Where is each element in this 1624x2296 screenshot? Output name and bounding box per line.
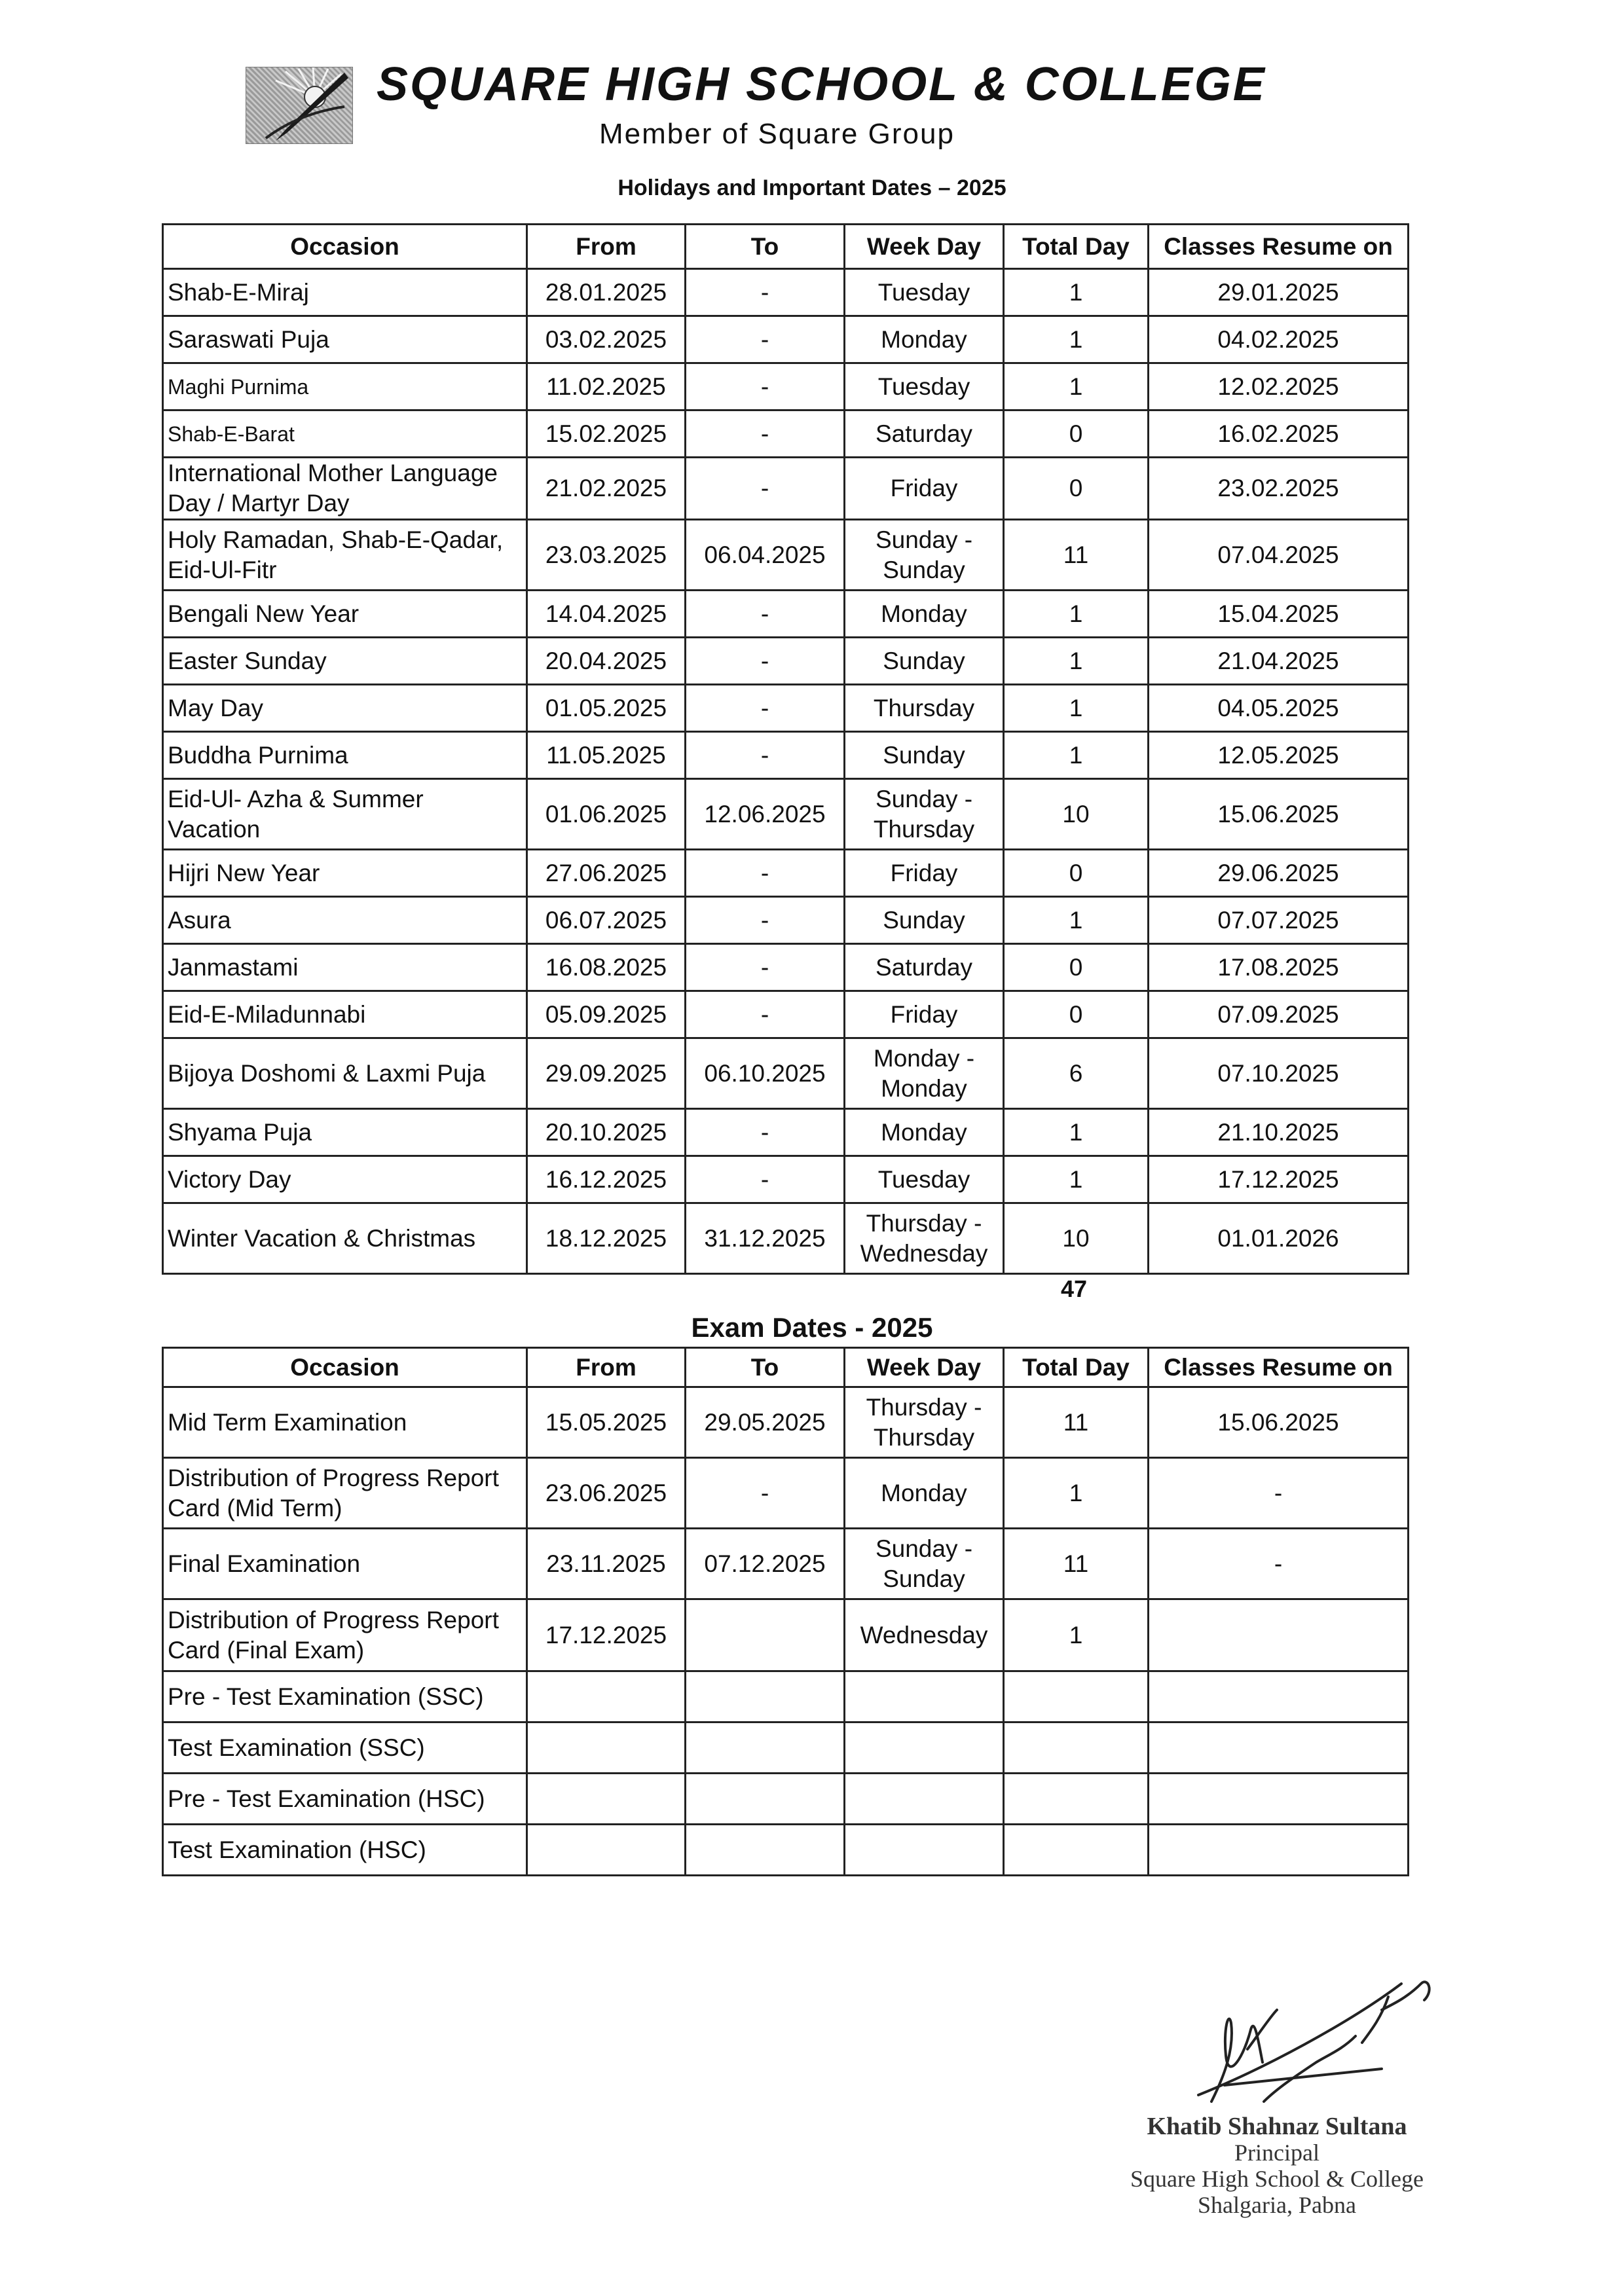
table-row [163, 1109, 1409, 1156]
table-row [163, 591, 1409, 638]
holidays-title: Holidays and Important Dates – 2025 [618, 175, 1006, 200]
weekday-cell: Thursday - Wednesday [845, 1203, 1004, 1274]
weekday-cell: Sunday - Sunday [845, 520, 1004, 591]
resume-cell: 17.08.2025 [1149, 944, 1409, 991]
resume-cell: 17.12.2025 [1149, 1156, 1409, 1203]
total-day-cell: 1 [1004, 1599, 1149, 1671]
occasion-cell: Victory Day [163, 1156, 527, 1203]
from-cell: 29.09.2025 [527, 1038, 686, 1109]
from-cell: 27.06.2025 [527, 850, 686, 897]
weekday-cell: Tuesday [845, 269, 1004, 316]
column-header-total-day: Total Day [1004, 1348, 1149, 1387]
to-cell: - [686, 732, 845, 779]
table-header-row [163, 225, 1409, 269]
occasion-cell: Easter Sunday [163, 638, 527, 685]
total-day-cell [1004, 1774, 1149, 1825]
principal-location: Shalgaria, Pabna [1198, 2192, 1356, 2218]
to-cell: 12.06.2025 [686, 779, 845, 850]
occasion-cell: Mid Term Examination [163, 1387, 527, 1458]
weekday-cell: Monday - Monday [845, 1038, 1004, 1109]
to-cell: - [686, 316, 845, 363]
occasion-cell: Bijoya Doshomi & Laxmi Puja [163, 1038, 527, 1109]
weekday-cell: Sunday - Sunday [845, 1529, 1004, 1599]
to-cell: - [686, 1156, 845, 1203]
resume-cell: 12.02.2025 [1149, 363, 1409, 410]
to-cell: - [686, 1109, 845, 1156]
to-cell: - [686, 850, 845, 897]
from-cell: 06.07.2025 [527, 897, 686, 944]
resume-cell [1149, 1671, 1409, 1722]
occasion-cell: Test Examination (SSC) [163, 1722, 527, 1774]
column-header-to: To [686, 225, 845, 269]
total-day-cell: 1 [1004, 269, 1149, 316]
weekday-cell: Monday [845, 316, 1004, 363]
total-day-cell: 1 [1004, 638, 1149, 685]
to-cell: - [686, 363, 845, 410]
weekday-cell [845, 1671, 1004, 1722]
resume-cell: - [1149, 1458, 1409, 1529]
resume-cell: 01.01.2026 [1149, 1203, 1409, 1274]
from-cell [527, 1722, 686, 1774]
from-cell: 23.11.2025 [527, 1529, 686, 1599]
weekday-cell: Friday [845, 991, 1004, 1038]
column-header-classes-resume: Classes Resume on [1149, 225, 1409, 269]
school-logo [246, 67, 353, 144]
from-cell: 05.09.2025 [527, 991, 686, 1038]
total-day-cell [1004, 1722, 1149, 1774]
occasion-cell: Hijri New Year [163, 850, 527, 897]
occasion-cell: May Day [163, 685, 527, 732]
from-cell: 16.12.2025 [527, 1156, 686, 1203]
to-cell: 07.12.2025 [686, 1529, 845, 1599]
to-cell [686, 1825, 845, 1876]
occasion-cell: Janmastami [163, 944, 527, 991]
total-day-cell: 1 [1004, 591, 1149, 638]
from-cell: 11.02.2025 [527, 363, 686, 410]
occasion-cell: Eid-E-Miladunnabi [163, 991, 527, 1038]
from-cell: 01.05.2025 [527, 685, 686, 732]
occasion-cell: International Mother Language Day / Martyr Day [163, 458, 527, 520]
weekday-cell: Saturday [845, 944, 1004, 991]
total-day-cell: 0 [1004, 944, 1149, 991]
resume-cell: 21.10.2025 [1149, 1109, 1409, 1156]
occasion-cell: Pre - Test Examination (HSC) [163, 1774, 527, 1825]
member-line: Member of Square Group [599, 118, 955, 150]
to-cell: - [686, 991, 845, 1038]
occasion-cell: Shab-E-Miraj [163, 269, 527, 316]
pen-nib-icon [246, 67, 352, 143]
resume-cell [1149, 1722, 1409, 1774]
from-cell: 01.06.2025 [527, 779, 686, 850]
occasion-cell: Distribution of Progress Report Card (Final Exam) [163, 1599, 527, 1671]
total-day-cell [1004, 1671, 1149, 1722]
total-day-cell: 0 [1004, 991, 1149, 1038]
table-header-row [163, 1348, 1409, 1387]
total-day-cell: 1 [1004, 1156, 1149, 1203]
from-cell: 20.04.2025 [527, 638, 686, 685]
resume-cell: 07.10.2025 [1149, 1038, 1409, 1109]
holidays-table [162, 223, 1409, 1275]
table-row [163, 850, 1409, 897]
table-row [163, 991, 1409, 1038]
to-cell: - [686, 944, 845, 991]
resume-cell: 04.05.2025 [1149, 685, 1409, 732]
from-cell: 28.01.2025 [527, 269, 686, 316]
column-header-occasion: Occasion [163, 1348, 527, 1387]
from-cell [527, 1671, 686, 1722]
from-cell: 17.12.2025 [527, 1599, 686, 1671]
weekday-cell: Thursday - Thursday [845, 1387, 1004, 1458]
table-row [163, 779, 1409, 850]
table-row [163, 1387, 1409, 1458]
occasion-cell: Final Examination [163, 1529, 527, 1599]
resume-cell: 29.01.2025 [1149, 269, 1409, 316]
weekday-cell: Wednesday [845, 1599, 1004, 1671]
table-row [163, 1038, 1409, 1109]
weekday-cell: Thursday [845, 685, 1004, 732]
table-row [163, 1458, 1409, 1529]
weekday-cell [845, 1722, 1004, 1774]
table-row [163, 269, 1409, 316]
resume-cell: 12.05.2025 [1149, 732, 1409, 779]
column-header-occasion: Occasion [163, 225, 527, 269]
exam-dates-table [162, 1347, 1409, 1876]
occasion-cell: Pre - Test Examination (SSC) [163, 1671, 527, 1722]
resume-cell: 15.04.2025 [1149, 591, 1409, 638]
from-cell: 11.05.2025 [527, 732, 686, 779]
to-cell: - [686, 458, 845, 520]
column-header-weekday: Week Day [845, 1348, 1004, 1387]
table-row [163, 410, 1409, 458]
resume-cell [1149, 1825, 1409, 1876]
to-cell: 06.10.2025 [686, 1038, 845, 1109]
table-row [163, 520, 1409, 591]
table-row [163, 897, 1409, 944]
weekday-cell: Sunday [845, 638, 1004, 685]
column-header-from: From [527, 225, 686, 269]
from-cell: 23.03.2025 [527, 520, 686, 591]
from-cell [527, 1825, 686, 1876]
column-header-weekday: Week Day [845, 225, 1004, 269]
occasion-cell: Shab-E-Barat [163, 410, 527, 458]
weekday-cell: Tuesday [845, 1156, 1004, 1203]
total-day-cell: 11 [1004, 520, 1149, 591]
to-cell [686, 1722, 845, 1774]
from-cell [527, 1774, 686, 1825]
total-day-cell: 1 [1004, 316, 1149, 363]
table-row [163, 1203, 1409, 1274]
resume-cell: 07.04.2025 [1149, 520, 1409, 591]
total-day-cell: 10 [1004, 1203, 1149, 1274]
to-cell [686, 1599, 845, 1671]
to-cell [686, 1671, 845, 1722]
principal-signature-block [1074, 2113, 1480, 2218]
total-day-cell: 1 [1004, 897, 1149, 944]
from-cell: 03.02.2025 [527, 316, 686, 363]
weekday-cell: Sunday [845, 732, 1004, 779]
resume-cell: 23.02.2025 [1149, 458, 1409, 520]
from-cell: 14.04.2025 [527, 591, 686, 638]
from-cell: 15.05.2025 [527, 1387, 686, 1458]
table-row [163, 638, 1409, 685]
table-row [163, 1825, 1409, 1876]
column-header-to: To [686, 1348, 845, 1387]
column-header-from: From [527, 1348, 686, 1387]
from-cell: 16.08.2025 [527, 944, 686, 991]
table-row [163, 685, 1409, 732]
resume-cell: 07.07.2025 [1149, 897, 1409, 944]
from-cell: 20.10.2025 [527, 1109, 686, 1156]
weekday-cell: Friday [845, 458, 1004, 520]
table-row [163, 944, 1409, 991]
occasion-cell: Bengali New Year [163, 591, 527, 638]
resume-cell: - [1149, 1529, 1409, 1599]
to-cell: - [686, 685, 845, 732]
occasion-cell: Shyama Puja [163, 1109, 527, 1156]
resume-cell: 16.02.2025 [1149, 410, 1409, 458]
table-row [163, 1529, 1409, 1599]
resume-cell [1149, 1774, 1409, 1825]
school-name: SQUARE HIGH SCHOOL & COLLEGE [377, 58, 1266, 111]
resume-cell: 15.06.2025 [1149, 1387, 1409, 1458]
weekday-cell [845, 1825, 1004, 1876]
total-day-cell: 1 [1004, 1458, 1149, 1529]
to-cell: - [686, 591, 845, 638]
resume-cell [1149, 1599, 1409, 1671]
to-cell: 06.04.2025 [686, 520, 845, 591]
total-day-cell: 1 [1004, 732, 1149, 779]
weekday-cell: Friday [845, 850, 1004, 897]
from-cell: 15.02.2025 [527, 410, 686, 458]
from-cell: 21.02.2025 [527, 458, 686, 520]
total-day-cell [1004, 1825, 1149, 1876]
weekday-cell [845, 1774, 1004, 1825]
occasion-cell: Eid-Ul- Azha & Summer Vacation [163, 779, 527, 850]
resume-cell: 04.02.2025 [1149, 316, 1409, 363]
table-row [163, 1722, 1409, 1774]
to-cell: 29.05.2025 [686, 1387, 845, 1458]
handwritten-signature [1185, 1971, 1460, 2121]
resume-cell: 07.09.2025 [1149, 991, 1409, 1038]
total-day-cell: 6 [1004, 1038, 1149, 1109]
occasion-cell: Winter Vacation & Christmas [163, 1203, 527, 1274]
column-header-total-day: Total Day [1004, 225, 1149, 269]
resume-cell: 15.06.2025 [1149, 779, 1409, 850]
from-cell: 23.06.2025 [527, 1458, 686, 1529]
weekday-cell: Monday [845, 1458, 1004, 1529]
to-cell: - [686, 1458, 845, 1529]
total-day-cell: 0 [1004, 850, 1149, 897]
exam-dates-title: Exam Dates - 2025 [691, 1312, 933, 1343]
principal-name: Khatib Shahnaz Sultana [1147, 2113, 1407, 2140]
table-row [163, 1156, 1409, 1203]
total-holidays-sum: 47 [1060, 1275, 1088, 1302]
principal-institution: Square High School & College [1130, 2166, 1424, 2192]
weekday-cell: Monday [845, 1109, 1004, 1156]
total-day-cell: 1 [1004, 1109, 1149, 1156]
to-cell: - [686, 638, 845, 685]
total-day-cell: 0 [1004, 410, 1149, 458]
total-day-cell: 11 [1004, 1387, 1149, 1458]
to-cell: - [686, 269, 845, 316]
weekday-cell: Sunday - Thursday [845, 779, 1004, 850]
table-row [163, 316, 1409, 363]
occasion-cell: Asura [163, 897, 527, 944]
document-header [246, 58, 1392, 156]
occasion-cell: Maghi Purnima [163, 363, 527, 410]
occasion-cell: Test Examination (HSC) [163, 1825, 527, 1876]
to-cell [686, 1774, 845, 1825]
resume-cell: 21.04.2025 [1149, 638, 1409, 685]
table-row [163, 1671, 1409, 1722]
weekday-cell: Tuesday [845, 363, 1004, 410]
table-row [163, 732, 1409, 779]
to-cell: - [686, 410, 845, 458]
from-cell: 18.12.2025 [527, 1203, 686, 1274]
table-row [163, 363, 1409, 410]
total-day-cell: 11 [1004, 1529, 1149, 1599]
resume-cell: 29.06.2025 [1149, 850, 1409, 897]
occasion-cell: Holy Ramadan, Shab-E-Qadar, Eid-Ul-Fitr [163, 520, 527, 591]
to-cell: - [686, 897, 845, 944]
to-cell: 31.12.2025 [686, 1203, 845, 1274]
weekday-cell: Monday [845, 591, 1004, 638]
weekday-cell: Sunday [845, 897, 1004, 944]
column-header-classes-resume: Classes Resume on [1149, 1348, 1409, 1387]
occasion-cell: Saraswati Puja [163, 316, 527, 363]
table-row [163, 458, 1409, 520]
total-day-cell: 1 [1004, 363, 1149, 410]
weekday-cell: Saturday [845, 410, 1004, 458]
total-day-cell: 0 [1004, 458, 1149, 520]
table-row [163, 1774, 1409, 1825]
principal-title: Principal [1234, 2140, 1320, 2166]
occasion-cell: Buddha Purnima [163, 732, 527, 779]
total-day-cell: 1 [1004, 685, 1149, 732]
table-row [163, 1599, 1409, 1671]
total-day-cell: 10 [1004, 779, 1149, 850]
occasion-cell: Distribution of Progress Report Card (Mid Term) [163, 1458, 527, 1529]
